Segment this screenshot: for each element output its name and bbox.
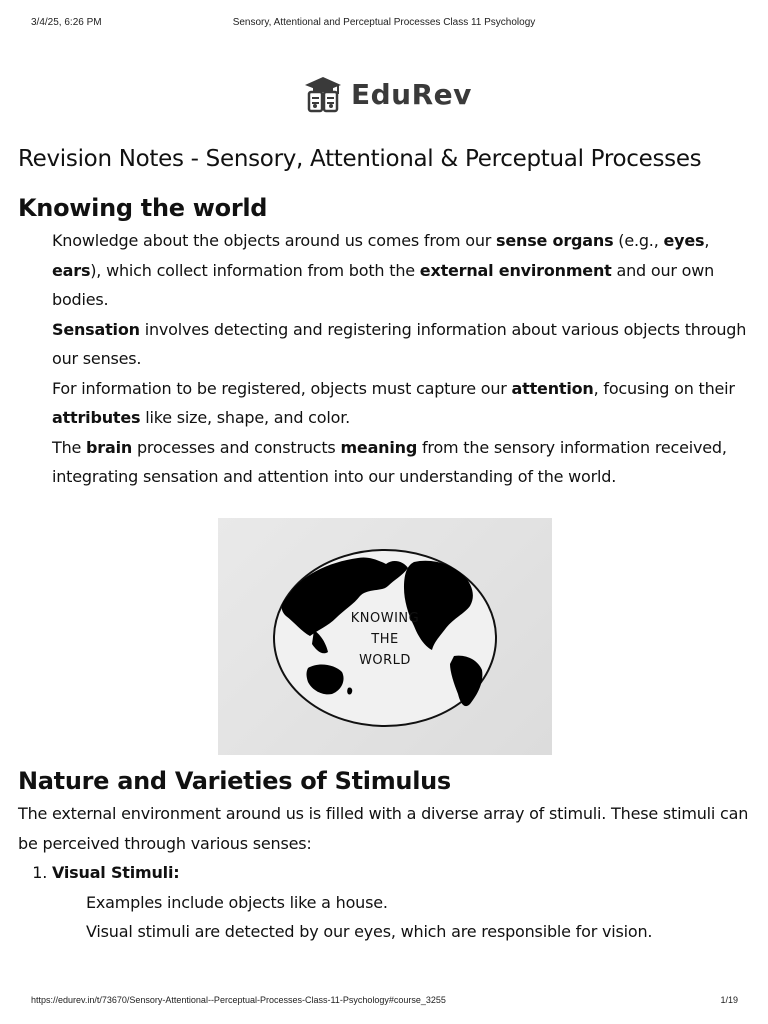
figure-label-line1: KNOWING [350,611,420,626]
figure-label-line3: WORLD [359,653,411,668]
print-date: 3/4/25, 6:26 PM [31,17,102,28]
paragraph-stimulus-intro: The external environment around us is filled with a diverse array of stimuli. These stimuli can be perceived through various senses: [18,804,749,853]
edurev-logo[interactable] [303,72,472,116]
print-footer [0,995,768,1009]
figure-label-line2: THE [371,632,399,647]
page-number: 1/19 [720,995,738,1005]
paragraph-brain: The brain processes and constructs meaning from the sensory information received, integrating sensation and attention into our understanding of the world. [52,437,727,486]
document-body [18,142,753,492]
paragraph-sense-organs: Knowledge about the objects around us comes from our sense organs (e.g., eyes, ears), which collect information from both the external environment and our own bodies. [52,231,715,309]
graduation-cap-book-icon [303,75,343,113]
section-stimulus [18,764,753,947]
knowing-the-world-image [218,518,552,755]
section-heading-nature-of-stimulus: Nature and Varieties of Stimulus [18,767,451,795]
stimulus-list [18,858,753,947]
list-item-title: Visual Stimuli: [52,863,180,882]
paragraph-sensation: Sensation involves detecting and registering information about various objects through our senses. [52,319,747,368]
list-item-point: Examples include objects like a house. [86,892,388,912]
print-url[interactable]: https://edurev.in/t/73670/Sensory-Attentional--Perceptual-Processes-Class-11-Psychology#course_3255 [31,995,446,1005]
list-item-visual-stimuli [52,858,753,947]
logo-name: EduRev [351,77,472,111]
print-title: Sensory, Attentional and Perceptual Processes Class 11 Psychology [232,17,536,28]
list-item-point: Visual stimuli are detected by our eyes, which are responsible for vision. [86,922,653,941]
section-knowing-the-world-content [18,226,753,492]
document-title: Revision Notes - Sensory, Attentional & Perceptual Processes [18,146,702,172]
section-heading-knowing-the-world: Knowing the world [18,194,268,222]
paragraph-attention: For information to be registered, objects must capture our attention, focusing on their attributes like size, shape, and color. [52,378,735,427]
print-header [0,17,768,31]
